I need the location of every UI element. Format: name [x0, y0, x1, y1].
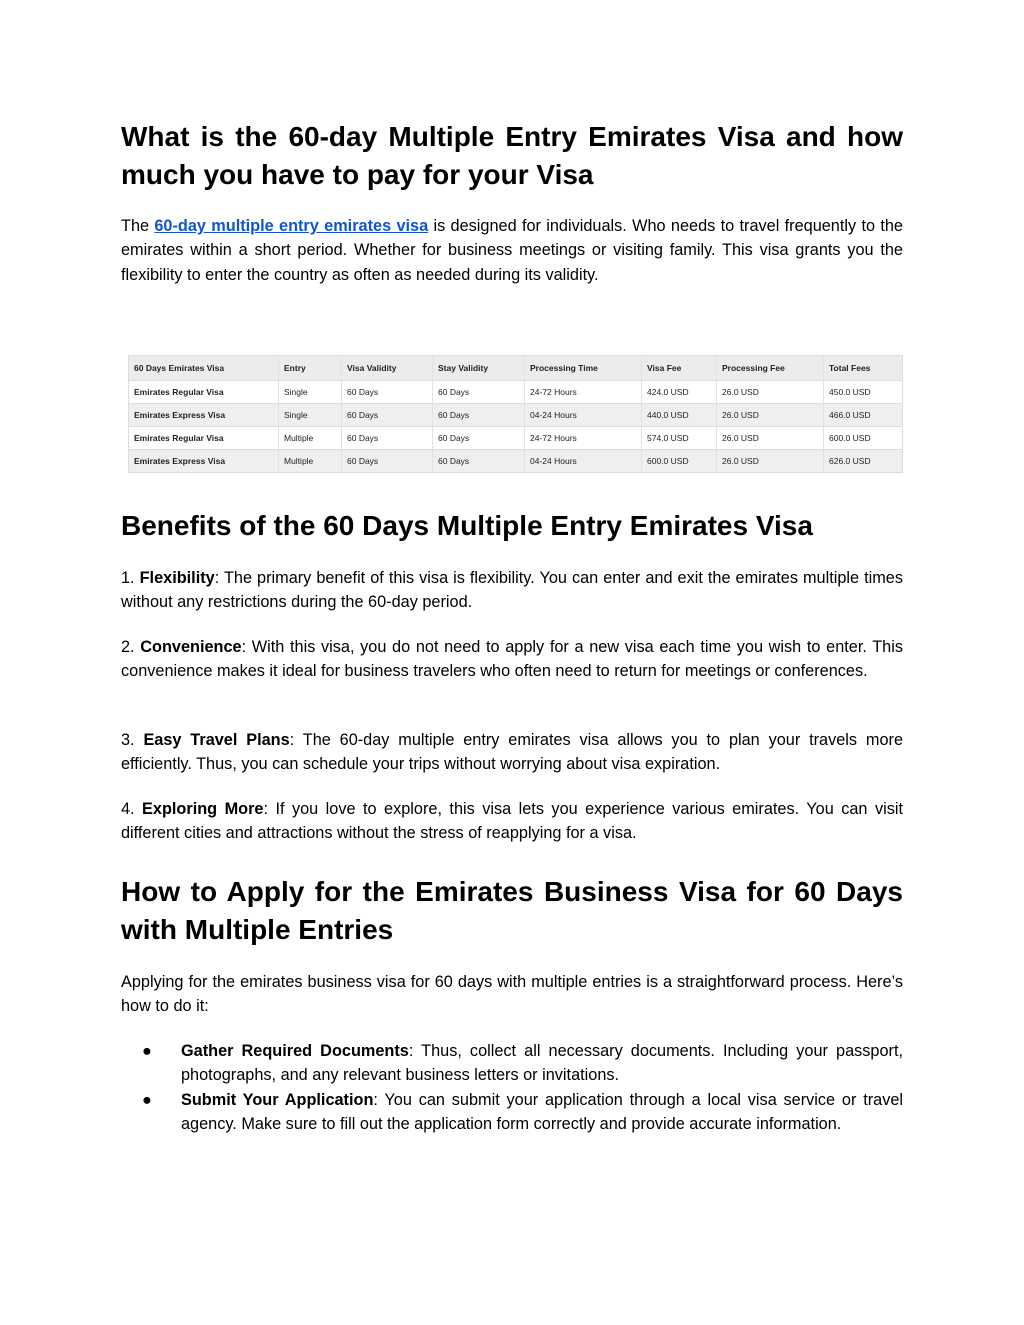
apply-steps-list [121, 1039, 903, 1136]
table-row [129, 427, 903, 450]
table-cell: 600.0 USD [642, 450, 717, 473]
table-cell: 626.0 USD [824, 450, 903, 473]
benefit-title: Flexibility [139, 569, 215, 587]
table-cell: Single [279, 404, 342, 427]
bullet-icon: ● [142, 1090, 152, 1109]
table-cell: 26.0 USD [717, 381, 824, 404]
table-header-cell: Visa Validity [342, 356, 433, 381]
table-cell: 60 Days [433, 427, 525, 450]
benefit-title: Easy Travel Plans [143, 731, 290, 749]
benefit-text: : The 60-day multiple entry emirates visa allows you to plan your travels more efficiently. Thus, you can schedule your trips without worrying about visa expiration. [121, 731, 903, 774]
table-cell: Emirates Regular Visa [129, 427, 279, 450]
step-title: Submit Your Application [181, 1090, 374, 1109]
benefit-title: Convenience [140, 638, 242, 656]
table-cell: Multiple [279, 427, 342, 450]
table-cell: Emirates Express Visa [129, 404, 279, 427]
table-cell: 450.0 USD [824, 381, 903, 404]
table-cell: 26.0 USD [717, 450, 824, 473]
table-cell: 26.0 USD [717, 404, 824, 427]
benefit-item [121, 797, 903, 846]
table-cell: 60 Days [433, 381, 525, 404]
intro-paragraph [121, 214, 903, 287]
table-row [129, 404, 903, 427]
visa-fees-table [128, 355, 903, 473]
table-cell: Emirates Express Visa [129, 450, 279, 473]
benefit-item [121, 635, 903, 684]
bullet-icon: ● [142, 1042, 152, 1060]
section-heading-visa-fees: What is the 60-day Multiple Entry Emirates Visa and how much you have to pay for your Visa [121, 121, 903, 190]
table-cell: 440.0 USD [642, 404, 717, 427]
benefit-number: 1. [121, 569, 140, 587]
table-cell: Multiple [279, 450, 342, 473]
table-cell: 04-24 Hours [525, 450, 642, 473]
table-header-cell: Stay Validity [433, 356, 525, 381]
table-header-row [129, 356, 903, 381]
table-cell: 600.0 USD [824, 427, 903, 450]
table-cell: 60 Days [433, 404, 525, 427]
apply-intro-paragraph: Applying for the emirates business visa for 60 days with multiple entries is a straightforward process. Here’s how to do it: [121, 973, 903, 1016]
benefit-text: : If you love to explore, this visa lets you experience various emirates. You can visit different cities and attractions without the stress of reapplying for a visa. [121, 800, 903, 843]
table-cell: 60 Days [342, 404, 433, 427]
visa-link[interactable]: 60-day multiple entry emirates visa [154, 217, 429, 235]
intro-text-after: is designed for individuals. Who needs to travel frequently to the emirates within a short period. Whether for business meetings or visiting family. This visa grants you the flexibility to enter the country as often as needed during its validity. [121, 217, 903, 284]
table-cell: Single [279, 381, 342, 404]
table-cell: 574.0 USD [642, 427, 717, 450]
benefit-item [121, 566, 903, 615]
table-header-cell: 60 Days Emirates Visa [129, 356, 279, 381]
table-cell: 60 Days [342, 427, 433, 450]
section-heading-benefits: Benefits of the 60 Days Multiple Entry Emirates Visa [121, 510, 813, 541]
table-cell: 24-72 Hours [525, 427, 642, 450]
table-cell: 24-72 Hours [525, 381, 642, 404]
benefit-item [121, 728, 903, 777]
table-cell: 466.0 USD [824, 404, 903, 427]
table-header-cell: Entry [279, 356, 342, 381]
table-cell: Emirates Regular Visa [129, 381, 279, 404]
table-row [129, 381, 903, 404]
section-heading-how-to-apply: How to Apply for the Emirates Business Visa for 60 Days with Multiple Entries [121, 876, 903, 945]
benefit-number: 3. [121, 731, 144, 749]
table-cell: 26.0 USD [717, 427, 824, 450]
table-header-cell: Visa Fee [642, 356, 717, 381]
benefit-number: 2. [121, 638, 141, 656]
table-cell: 60 Days [433, 450, 525, 473]
benefit-title: Exploring More [142, 800, 264, 818]
table-cell: 60 Days [342, 450, 433, 473]
table-header-cell: Total Fees [824, 356, 903, 381]
table-header-cell: Processing Time [525, 356, 642, 381]
table-cell: 60 Days [342, 381, 433, 404]
list-item [121, 1039, 903, 1088]
benefit-text: : With this visa, you do not need to apply for a new visa each time you wish to enter. This convenience makes it ideal for business travelers who often need to return for meetings or conferences. [121, 638, 903, 681]
table-cell: 04-24 Hours [525, 404, 642, 427]
step-text: : Thus, collect all necessary documents. Including your passport, photographs, and any relevant business letters or invitations. [181, 1042, 903, 1085]
step-title: Gather Required Documents [181, 1042, 409, 1060]
table-cell: 424.0 USD [642, 381, 717, 404]
table-header-cell: Processing Fee [717, 356, 824, 381]
benefit-text: : The primary benefit of this visa is flexibility. You can enter and exit the emirates multiple times without any restrictions during the 60-day period. [121, 569, 903, 612]
benefit-number: 4. [121, 800, 143, 818]
step-text: : You can submit your application through a local visa service or travel agency. Make sure to fill out the application form correctly and provide accurate information. [181, 1090, 904, 1133]
table-row [129, 450, 903, 473]
list-item [121, 1088, 903, 1137]
intro-text-before: The [121, 217, 155, 235]
